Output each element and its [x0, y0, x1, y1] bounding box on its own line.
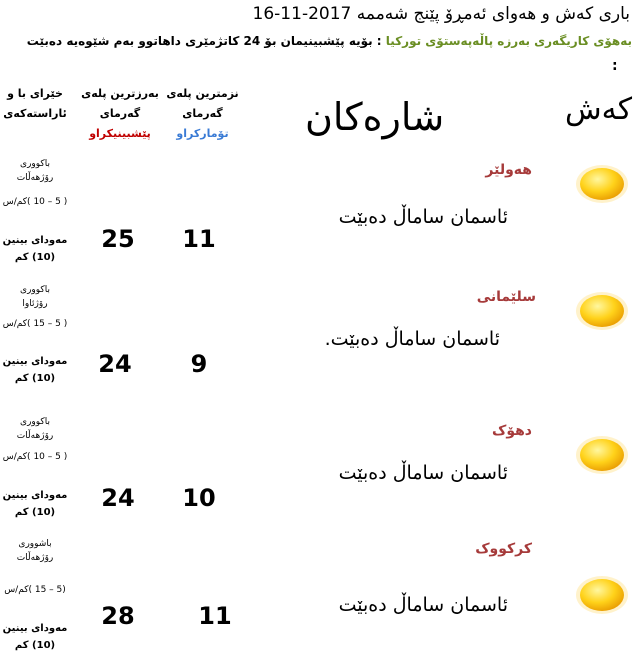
header-max-line1: بەرزترین پلەی [81, 87, 159, 100]
visibility-label: مەودای بینین [2, 235, 68, 246]
header-cities: شارەکان [305, 95, 445, 139]
wind-dir-line1: باکووری [20, 285, 50, 295]
header-wind-line2: ئاراستەکەی [3, 107, 67, 120]
max-temp-kirkuk: 28 [101, 602, 135, 630]
wind-speed-sulaymaniyah: ( 5 – 15 )کم/س [2, 319, 68, 329]
wind-speed-erbil: ( 5 – 10 )کم/س [2, 197, 68, 207]
wind-dir-line2: رۆژهەڵات [16, 173, 54, 183]
header-min-line1: نزمترین پلەی [166, 87, 239, 100]
sun-icon [574, 435, 630, 475]
visibility-label: مەودای بینین [2, 356, 68, 367]
forecast-intro-colon: : [612, 58, 618, 74]
wind-dir-line2: رۆژئاوا [22, 299, 48, 309]
header-max-line2: گەرمای [99, 107, 141, 120]
visibility-label: مەودای بینین [2, 490, 68, 501]
sun-icon [574, 164, 630, 204]
wind-speed-kirkuk: (5 – 15 )کم/س [4, 585, 66, 595]
sun-icon [574, 575, 630, 615]
condition-kirkuk: ئاسمان ساماڵ دەبێت [338, 594, 508, 616]
wind-dir-line2: رۆژهەڵات [16, 431, 54, 441]
wind-info-erbil [0, 157, 70, 185]
min-temp-sulaymaniyah: 9 [190, 350, 208, 378]
visibility-value: (10) کم [14, 373, 56, 384]
wind-speed-duhok: ( 5 – 10 )کم/س [2, 452, 68, 462]
sun-icon [574, 291, 630, 331]
city-name-duhok: دهۆک [491, 423, 532, 439]
visibility-value: (10) کم [14, 507, 56, 518]
wind-dir-line2: رۆژهەڵات [16, 553, 54, 563]
forecast-source: بەهۆی کاریگەری بەرزە پاڵەپەستۆی تورکیا [385, 34, 632, 48]
forecast-intro-text: : بۆیە پێشبینیمان بۆ 24 کاتژمێری داهاتوو بەم شێوەیە دەبێت [26, 34, 382, 48]
header-min-line2: گەرمای [182, 107, 223, 120]
city-name-erbil: هەولێر [485, 162, 532, 178]
visibility-erbil [0, 232, 70, 266]
header-weather: کەش [565, 92, 632, 127]
visibility-value: (10) کم [14, 640, 56, 651]
header-min-temp [165, 84, 240, 144]
condition-duhok: ئاسمان ساماڵ دەبێت [338, 462, 508, 484]
max-temp-sulaymaniyah: 24 [98, 350, 132, 378]
wind-info-duhok [0, 415, 70, 443]
visibility-kirkuk [0, 620, 70, 654]
wind-dir-line1: باکووری [20, 417, 50, 427]
header-min-tag: تۆمارکراو [176, 127, 229, 140]
min-temp-erbil: 11 [182, 225, 216, 253]
max-temp-duhok: 24 [101, 484, 135, 512]
min-temp-kirkuk: 11 [198, 602, 232, 630]
wind-dir-line1: باشووری [18, 539, 52, 549]
condition-sulaymaniyah: ئاسمان ساماڵ دەبێت. [324, 328, 500, 350]
wind-info-sulaymaniyah [0, 283, 70, 311]
header-max-temp [80, 84, 160, 144]
max-temp-erbil: 25 [101, 225, 135, 253]
city-name-sulaymaniyah: سلێمانی [476, 289, 536, 305]
forecast-intro [27, 34, 632, 48]
page-title: باری کەش و هەوای ئەمڕۆ پێنج شەممە 2017-11-16 [252, 4, 630, 24]
header-wind-line1: خێرای با و [7, 87, 63, 100]
header-wind [0, 84, 70, 124]
visibility-value: (10) کم [14, 252, 56, 263]
wind-dir-line1: باکووری [20, 159, 50, 169]
visibility-label: مەودای بینین [2, 623, 68, 634]
min-temp-duhok: 10 [182, 484, 216, 512]
wind-info-kirkuk [0, 537, 70, 565]
visibility-duhok [0, 487, 70, 521]
condition-erbil: ئاسمان ساماڵ دەبێت [338, 206, 508, 228]
visibility-sulaymaniyah [0, 353, 70, 387]
city-name-kirkuk: کرکووک [475, 541, 532, 557]
header-max-tag: پێشبینیکراو [89, 127, 151, 140]
